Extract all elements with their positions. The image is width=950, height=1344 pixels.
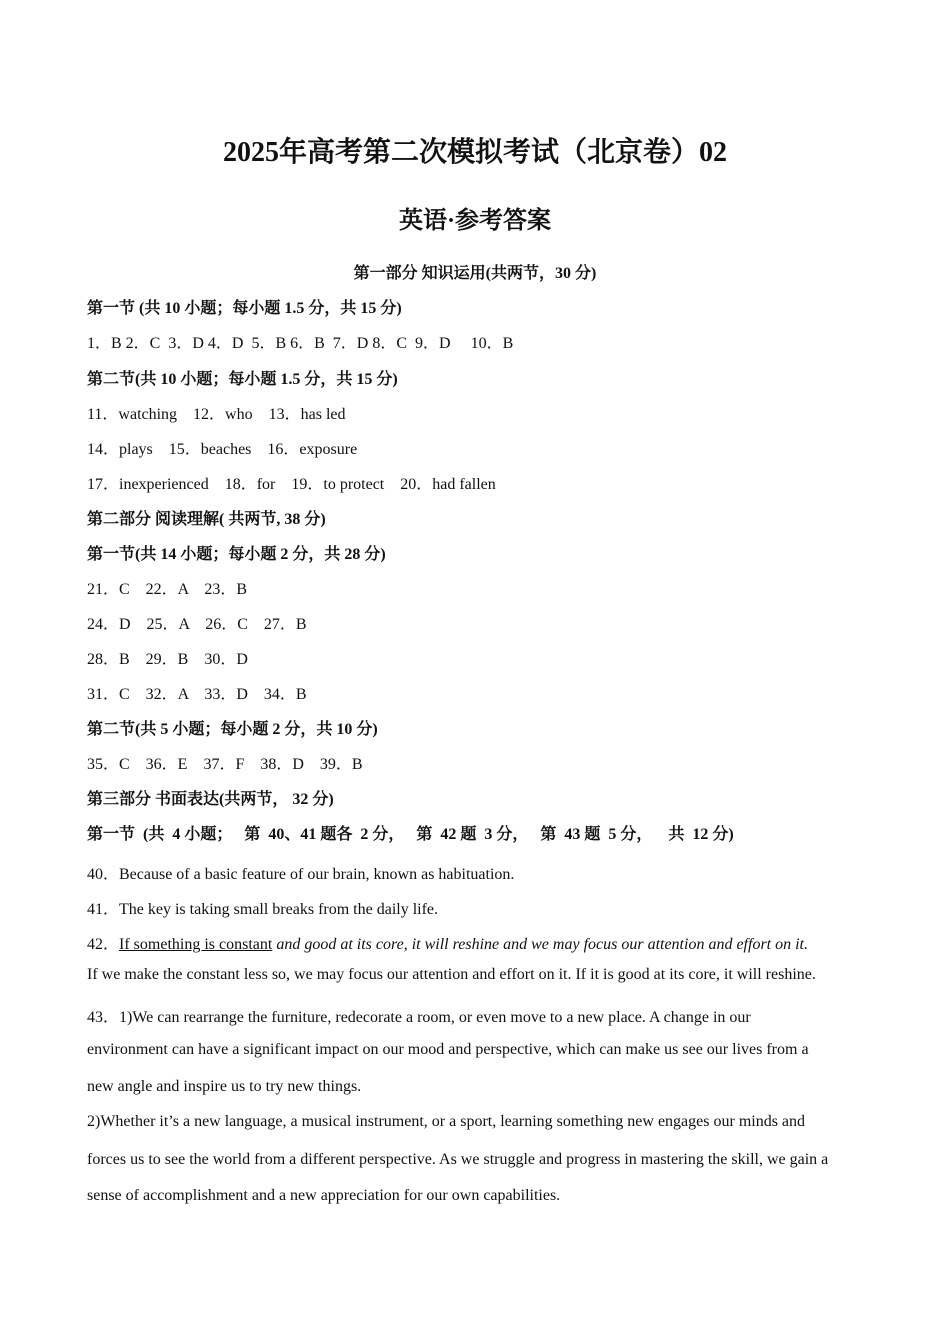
section2-answers-row2: 14．plays 15．beaches 16．exposure [87,441,358,458]
part2-answers-row1: 21．C 22．A 23．B [87,581,248,598]
answer-43-line5: forces us to see the world from a different perspective. As we struggle and progress in mastering the skill, we gain a [87,1151,829,1168]
answer-43-line6: sense of accomplishment and a new appreciation for our own capabilities. [87,1187,561,1204]
page-subtitle: 英语·参考答案 [398,208,551,234]
part2-section2-answers: 35．C 36．E 37．F 38．D 39．B [87,756,363,773]
part2-answers-row2: 24．D 25．A 26．C 27．B [87,616,307,633]
part3-section1-heading: 第一节 (共 4 小题； 第 40、41 题各 2 分， 第 42 题 3 分， 第 43 题 5 分， 共 12 分) [87,826,734,843]
section2-heading: 第二节(共 10 小题；每小题 1.5 分，共 15 分) [87,371,398,388]
answer-42-underlined: If something is constant [119,936,273,953]
answer-42-number: 42． [87,936,120,953]
answer-42-line2: If we make the constant less so, we may focus our attention and effort on it. If it is good at its core, it will reshine. [87,966,816,983]
part3-heading: 第三部分 书面表达(共两节， 32 分) [87,791,334,808]
page-title: 2025年高考第二次模拟考试（北京卷）02 [222,137,727,168]
part1-heading: 第一部分 知识运用(共两节，30 分) [353,265,597,282]
answer-43-line3: new angle and inspire us to try new things. [87,1078,362,1095]
part2-heading: 第二部分 阅读理解( 共两节, 38 分) [87,511,326,528]
section2-answers-row1: 11．watching 12．who 13．has led [87,406,346,423]
answer-42-italic: and good at its core, it will reshine and we may focus our attention and effort on it. [272,936,808,953]
answer-41: 41．The key is taking small breaks from the daily life. [87,901,439,918]
section2-answers-row3: 17．inexperienced 18．for 19．to protect 20．had fallen [87,476,496,493]
answer-43-line1: 43．1)We can rearrange the furniture, redecorate a room, or even move to a new place. A change in our [87,1009,751,1026]
answer-43-line4: 2)Whether it’s a new language, a musical instrument, or a sport, learning something new engages our minds and [87,1113,806,1130]
section1-answers: 1．B 2．C 3．D 4．D 5．B 6．B 7．D 8．C 9．D 10．B [87,335,514,352]
part2-section2-heading: 第二节(共 5 小题；每小题 2 分，共 10 分) [87,721,378,738]
part2-answers-row3: 28．B 29．B 30．D [87,651,248,668]
answer-40: 40．Because of a basic feature of our brain, known as habituation. [87,866,515,883]
answer-42 [87,931,808,954]
part2-section1-heading: 第一节(共 14 小题；每小题 2 分，共 28 分) [87,546,386,563]
answer-43-line2: environment can have a significant impact on our mood and perspective, which can make us see our lives from a [87,1041,809,1058]
section1-heading: 第一节 (共 10 小题；每小题 1.5 分，共 15 分) [87,300,402,317]
part2-answers-row4: 31．C 32．A 33．D 34．B [87,686,307,703]
